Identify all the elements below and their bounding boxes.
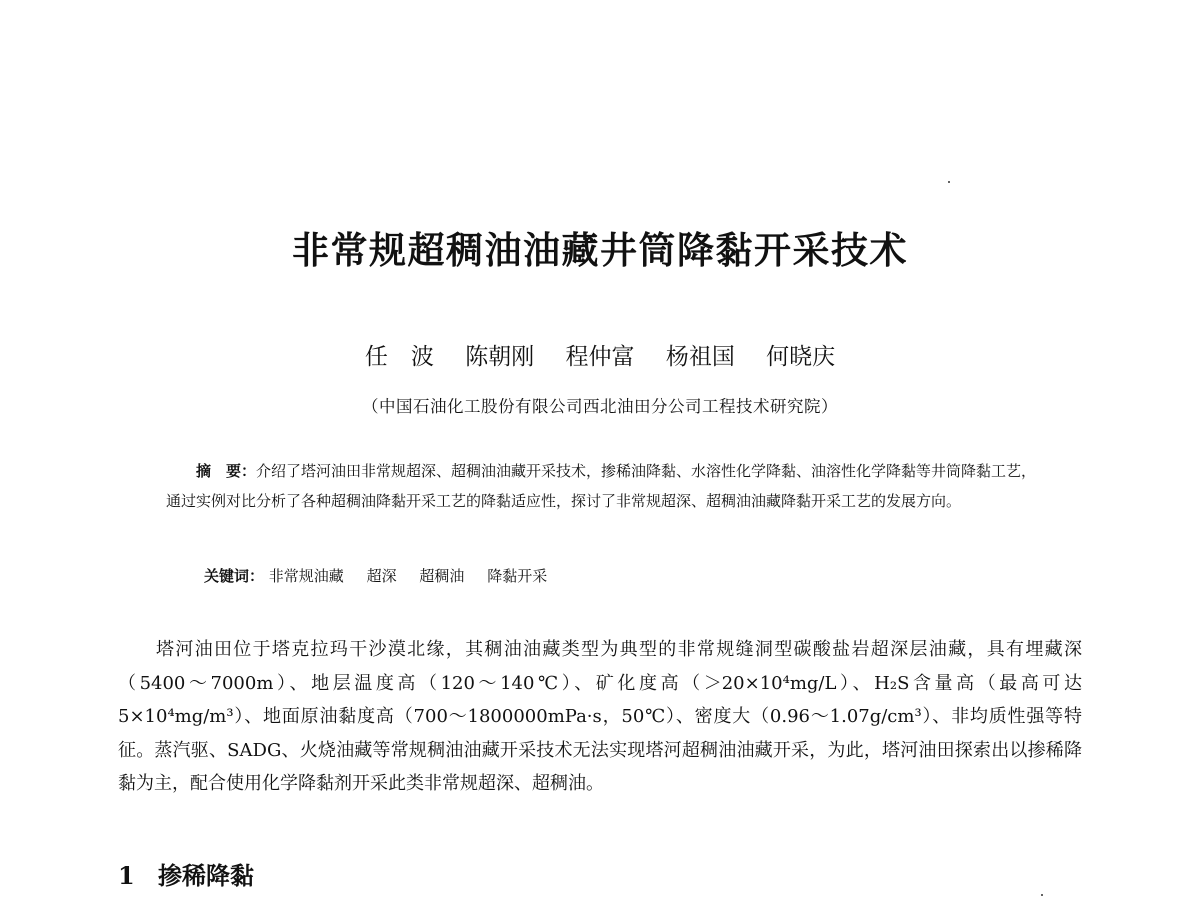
keyword: 非常规油藏 [268, 567, 344, 585]
author-affiliation: （中国石油化工股份有限公司西北油田分公司工程技术研究院） [362, 397, 838, 416]
keyword: 降黏开采 [487, 567, 548, 585]
section-title: 掺稀降黏 [158, 861, 254, 890]
author-name: 何晓庆 [766, 344, 836, 370]
scan-speck [1041, 894, 1043, 896]
keywords [204, 565, 565, 586]
paper-title: 非常规超稠油油藏井筒降黏开采技术 [292, 229, 908, 272]
author-name: 程仲富 [565, 344, 635, 370]
keyword: 超稠油 [419, 567, 465, 585]
author-name: 陈朝刚 [465, 344, 535, 370]
abstract-text: 介绍了塔河油田非常规超深、超稠油油藏开采技术，掺稀油降黏、水溶性化学降黏、油溶性化学降黏等井筒降黏工艺，通过实例对比分析了各种超稠油降黏开采工艺的降黏适应性，探讨了非常规超深、超稠油油藏降黏开采工艺的发展方向。 [166, 462, 1037, 510]
scan-speck [948, 181, 950, 183]
author-name: 任 波 [364, 344, 434, 370]
abstract-label: 摘 要： [196, 462, 257, 480]
author-list [0, 338, 1200, 371]
keywords-label: 关键词： [204, 567, 265, 585]
section-number: 1 [118, 861, 135, 890]
author-name: 杨祖国 [665, 344, 735, 370]
body-paragraph: 塔河油田位于塔克拉玛干沙漠北缘，其稠油油藏类型为典型的非常规缝洞型碳酸盐岩超深层油藏，具有埋藏深（5400～7000m）、地层温度高（120～140℃）、矿化度高（＞20×10⁴mg/L）、H₂S含量高（最高可达5×10⁴mg/m³）、地面原油黏度高（700～1800000mPa·s，50℃）、密度大（0.96～1.07g/cm³）、非均质性强等特征。蒸汽驱、SADG、火烧油藏等常规稠油油藏开采技术无法实现塔河超稠油油藏开采，为此，塔河油田探索出以掺稀降黏为主，配合使用化学降黏剂开采此类非常规超深、超稠油。 [118, 639, 1082, 794]
section-heading [118, 856, 254, 891]
keyword: 超深 [366, 567, 397, 585]
abstract [166, 456, 1038, 516]
